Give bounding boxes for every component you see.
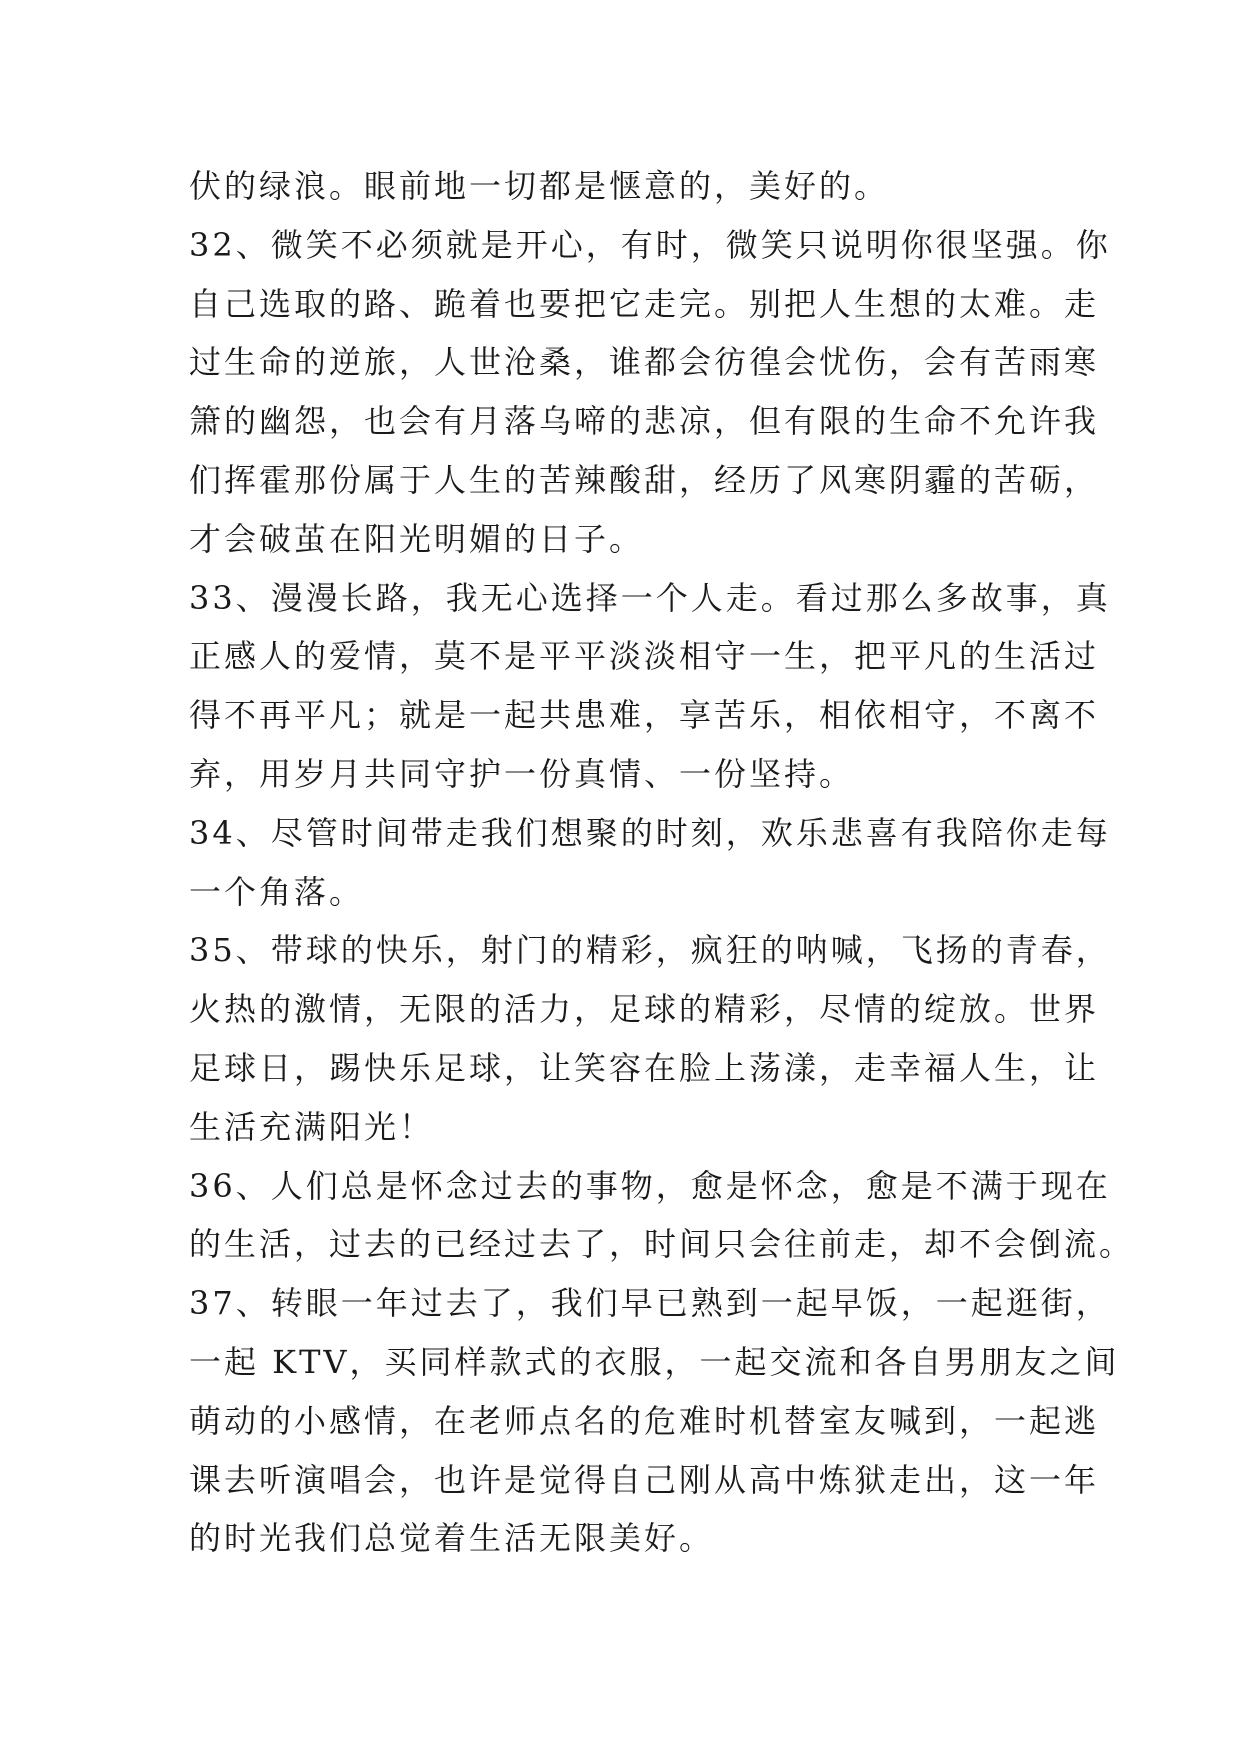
text-line: 火热的激情，无限的活力，足球的精彩，尽情的绽放。世界 (189, 990, 1100, 1029)
text-line: 才会破茧在阳光明媚的日子。 (189, 519, 645, 558)
text-line: 生活充满阳光！ (189, 1107, 435, 1146)
text-line: 一起 KTV，买同样款式的衣服，一起交流和各自男朋友之间 (189, 1342, 1120, 1381)
text-line: 的生活，过去的已经过去了，时间只会往前走，却不会倒流。 (189, 1225, 1135, 1264)
text-line: 的时光我们总觉着生活无限美好。 (189, 1519, 715, 1558)
text-line: 36、人们总是怀念过去的事物，愈是怀念，愈是不满于现在 (189, 1166, 1111, 1205)
text-line: 一个角落。 (189, 872, 365, 911)
text-line: 过生命的逆旅，人世沧桑，谁都会彷徨会忧伤，会有苦雨寒 (189, 343, 1100, 382)
text-line: 正感人的爱情，莫不是平平淡淡相守一生，把平凡的生活过 (189, 637, 1100, 676)
body-text (189, 157, 1135, 1568)
text-line: 弃，用岁月共同守护一份真情、一份坚持。 (189, 754, 855, 793)
text-line: 们挥霍那份属于人生的苦辣酸甜，经历了风寒阴霾的苦砺， (189, 460, 1100, 499)
text-line: 35、带球的快乐，射门的精彩，疯狂的呐喊，飞扬的青春， (189, 931, 1111, 970)
text-line: 足球日，踢快乐足球，让笑容在脸上荡漾，走幸福人生，让 (189, 1048, 1100, 1087)
text-line: 得不再平凡；就是一起共患难，享苦乐，相依相守，不离不 (189, 696, 1100, 735)
text-line: 34、尽管时间带走我们想聚的时刻，欢乐悲喜有我陪你走每 (189, 813, 1111, 852)
text-line: 自己选取的路、跪着也要把它走完。别把人生想的太难。走 (189, 284, 1100, 323)
text-line: 萌动的小感情，在老师点名的危难时机替室友喊到，一起逃 (189, 1401, 1100, 1440)
text-line: 伏的绿浪。眼前地一切都是惬意的，美好的。 (189, 167, 890, 205)
text-line: 32、微笑不必须就是开心，有时，微笑只说明你很坚强。你 (189, 225, 1111, 264)
text-line: 33、漫漫长路，我无心选择一个人走。看过那么多故事，真 (189, 578, 1111, 617)
text-line: 37、转眼一年过去了，我们早已熟到一起早饭，一起逛街， (189, 1284, 1111, 1323)
text-line: 课去听演唱会，也许是觉得自己刚从高中炼狱走出，这一年 (189, 1460, 1100, 1499)
text-line: 箫的幽怨，也会有月落乌啼的悲凉，但有限的生命不允许我 (189, 402, 1100, 441)
